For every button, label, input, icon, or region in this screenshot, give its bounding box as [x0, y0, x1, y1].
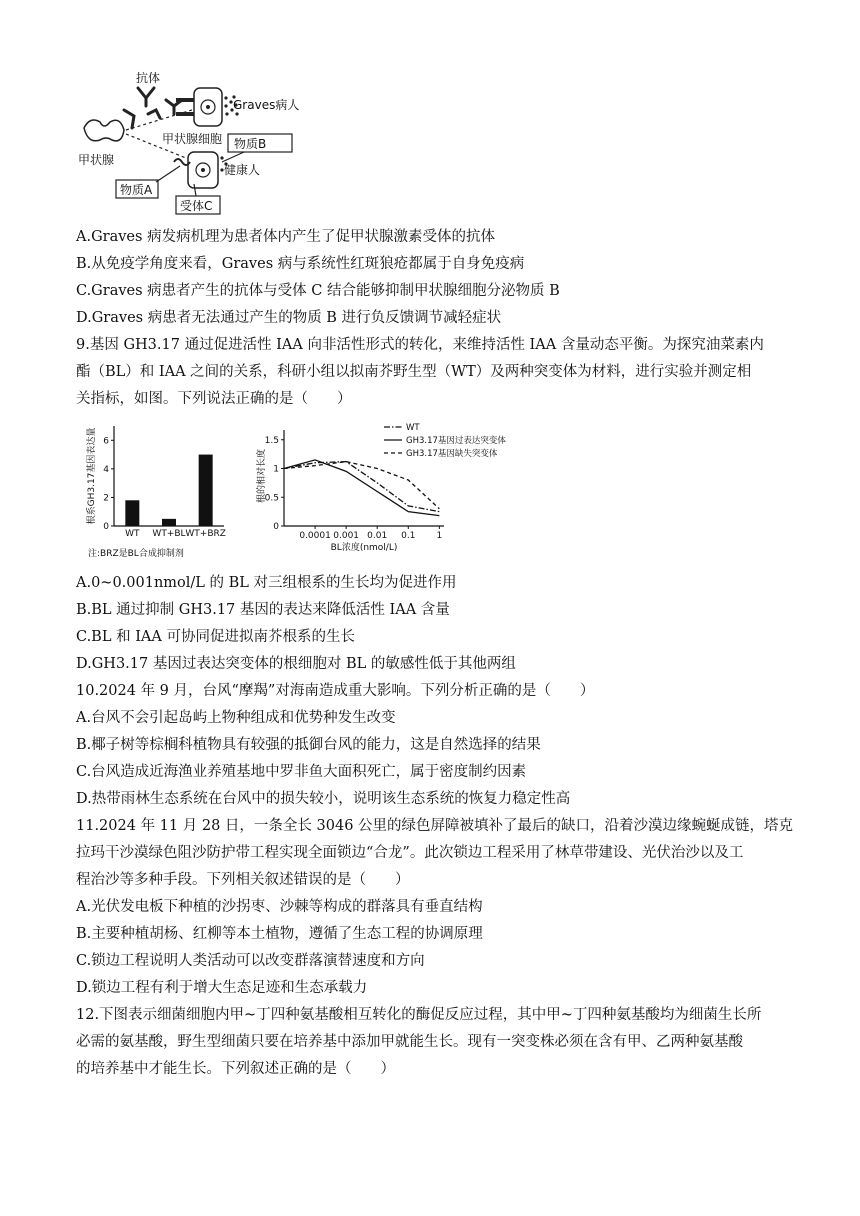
graves-figure	[76, 70, 316, 215]
line-x-tick-label: 0.1	[401, 531, 416, 541]
line-x-tick-label: 0.001	[333, 531, 360, 541]
q9-stem-line: 9.基因 GH3.17 通过促进活性 IAA 向非活性形式的转化，来维持活性 IAA 含量动态平衡。为探究油菜素内	[76, 337, 764, 353]
bar-wt-plus-bl	[162, 519, 176, 526]
q11-stem-line: 11.2024 年 11 月 28 日，一条全长 3046 公里的绿色屏障被填补了最后的缺口，沿着沙漠边缘蜿蜒成链，塔克	[76, 818, 794, 834]
legend-label: WT	[406, 423, 420, 433]
q10-stem: 10.2024 年 9 月，台风“摩羯”对海南造成重大影响。下列分析正确的是（ ）	[76, 683, 595, 699]
line-x-axis-label: BL浓度(nmol/L)	[330, 543, 398, 553]
bar-y-tick-label: 0	[103, 522, 109, 532]
bar-y-axis-label: 根系GH3.17基因表达量	[87, 427, 97, 525]
line-x-tick-label: 0.0001	[299, 531, 331, 541]
bar-y-tick-label: 4	[103, 464, 109, 475]
q12-stem-line: 的培养基中才能生长。下列叙述正确的是（ ）	[76, 1061, 395, 1077]
bar-category-label: WT	[125, 529, 140, 539]
q11-option-a: A.光伏发电板下种植的沙拐枣、沙棘等构成的群落具有垂直结构	[76, 899, 483, 915]
q9-charts	[84, 418, 506, 560]
q9-option-c: C.BL 和 IAA 可协同促进拟南芥根系的生长	[76, 629, 355, 645]
antibody-icon	[124, 88, 182, 128]
q9-charts-svg	[84, 418, 506, 560]
bar-category-label: WT+BRZ	[185, 529, 226, 539]
q11-stem-line: 程治沙等多种手段。下列相关叙述错误的是（ ）	[76, 872, 410, 888]
graves-patient-label: Graves病人	[233, 98, 300, 112]
bar-y-tick-label: 2	[103, 493, 109, 504]
antibody-label: 抗体	[136, 71, 161, 85]
line-y-tick-label: 0	[273, 522, 279, 532]
q10-option-c: C.台风造成近海渔业养殖基地中罗非鱼大面积死亡，属于密度制约因素	[76, 764, 527, 780]
line-y-tick-label: 1	[273, 464, 279, 475]
line-x-tick-label: 1	[436, 531, 443, 541]
q11-option-c: C.锁边工程说明人类活动可以改变群落演替速度和方向	[76, 953, 425, 969]
bar-category-label: WT+BL	[152, 529, 186, 539]
thyroid-label: 甲状腺	[78, 153, 115, 167]
q8-option-c: C.Graves 病患者产生的抗体与受体 C 结合能够抑制甲状腺细胞分泌物质 B	[76, 283, 560, 299]
q9-option-b: B.BL 通过抑制 GH3.17 基因的表达来降低活性 IAA 含量	[76, 602, 450, 618]
q9-stem-line: 关指标，如图。下列说法正确的是（ ）	[76, 391, 352, 407]
q10-option-b: B.椰子树等棕榈科植物具有较强的抵御台风的能力，这是自然选择的结果	[76, 737, 541, 753]
q10-option-a: A.台风不会引起岛屿上物种组成和优势种发生改变	[76, 710, 396, 726]
receptor-c-label: 受体C	[180, 199, 213, 213]
q8-option-b: B.从免疫学角度来看，Graves 病与系统性红斑狼疮都属于自身免疫病	[76, 256, 525, 272]
bar-note: 注:BRZ是BL合成抑制剂	[88, 549, 184, 559]
legend-label: GH3.17基因缺失突变体	[406, 449, 498, 459]
substance-a-label: 物质A	[120, 183, 153, 197]
bar-y-tick-label: 6	[103, 436, 109, 447]
q9-stem-line: 酯（BL）和 IAA 之间的关系，科研小组以拟南芥野生型（WT）及两种突变体为材料，进行实验并测定相	[76, 364, 752, 380]
graves-thyroid-cell	[176, 88, 239, 126]
series-line-2	[284, 462, 439, 509]
q11-option-d: D.锁边工程有利于增大生态足迹和生态承载力	[76, 980, 368, 996]
line-y-axis-label: 根的相对长度	[257, 448, 267, 504]
q12-stem-line: 必需的氨基酸，野生型细菌只要在培养基中添加甲就能生长。现有一突变株必须在含有甲、乙两种氨基酸	[76, 1034, 743, 1050]
bar-wt	[125, 500, 139, 526]
thyroid-icon	[84, 120, 124, 141]
q9-option-d: D.GH3.17 基因过表达突变体的根细胞对 BL 的敏感性低于其他两组	[76, 656, 516, 672]
thyroid-cell-label: 甲状腺细胞	[162, 132, 223, 146]
q10-option-d: D.热带雨林生态系统在台风中的损失较小，说明该生态系统的恢复力稳定性高	[76, 791, 571, 807]
q8-option-a: A.Graves 病发病机理为患者体内产生了促甲状腺激素受体的抗体	[76, 229, 496, 245]
graves-diagram	[76, 70, 316, 215]
q8-option-d: D.Graves 病患者无法通过产生的物质 B 进行负反馈调节减轻症状	[76, 310, 502, 326]
bar-wt-plus-brz	[199, 455, 213, 526]
q11-stem-line: 拉玛干沙漠绿色阻沙防护带工程实现全面锁边“合龙”。此次锁边工程采用了林草带建设、光伏治沙以及工	[76, 845, 744, 861]
healthy-thyroid-cell	[174, 152, 228, 188]
legend-label: GH3.17基因过表达突变体	[406, 436, 506, 446]
line-y-tick-label: 0.5	[264, 493, 279, 504]
series-line-0	[284, 462, 439, 512]
line-y-tick-label: 1.5	[264, 435, 279, 446]
line-x-tick-label: 0.01	[367, 531, 388, 541]
q12-stem-line: 12.下图表示细菌细胞内甲~丁四种氨基酸相互转化的酶促反应过程，其中甲~丁四种氨基酸均为细菌生长所	[76, 1007, 762, 1023]
substance-b-label: 物质B	[234, 137, 267, 151]
q9-option-a: A.0~0.001nmol/L 的 BL 对三组根系的生长均为促进作用	[76, 575, 457, 591]
q11-option-b: B.主要种植胡杨、红柳等本土植物，遵循了生态工程的协调原理	[76, 926, 483, 942]
healthy-label: 健康人	[224, 163, 261, 177]
